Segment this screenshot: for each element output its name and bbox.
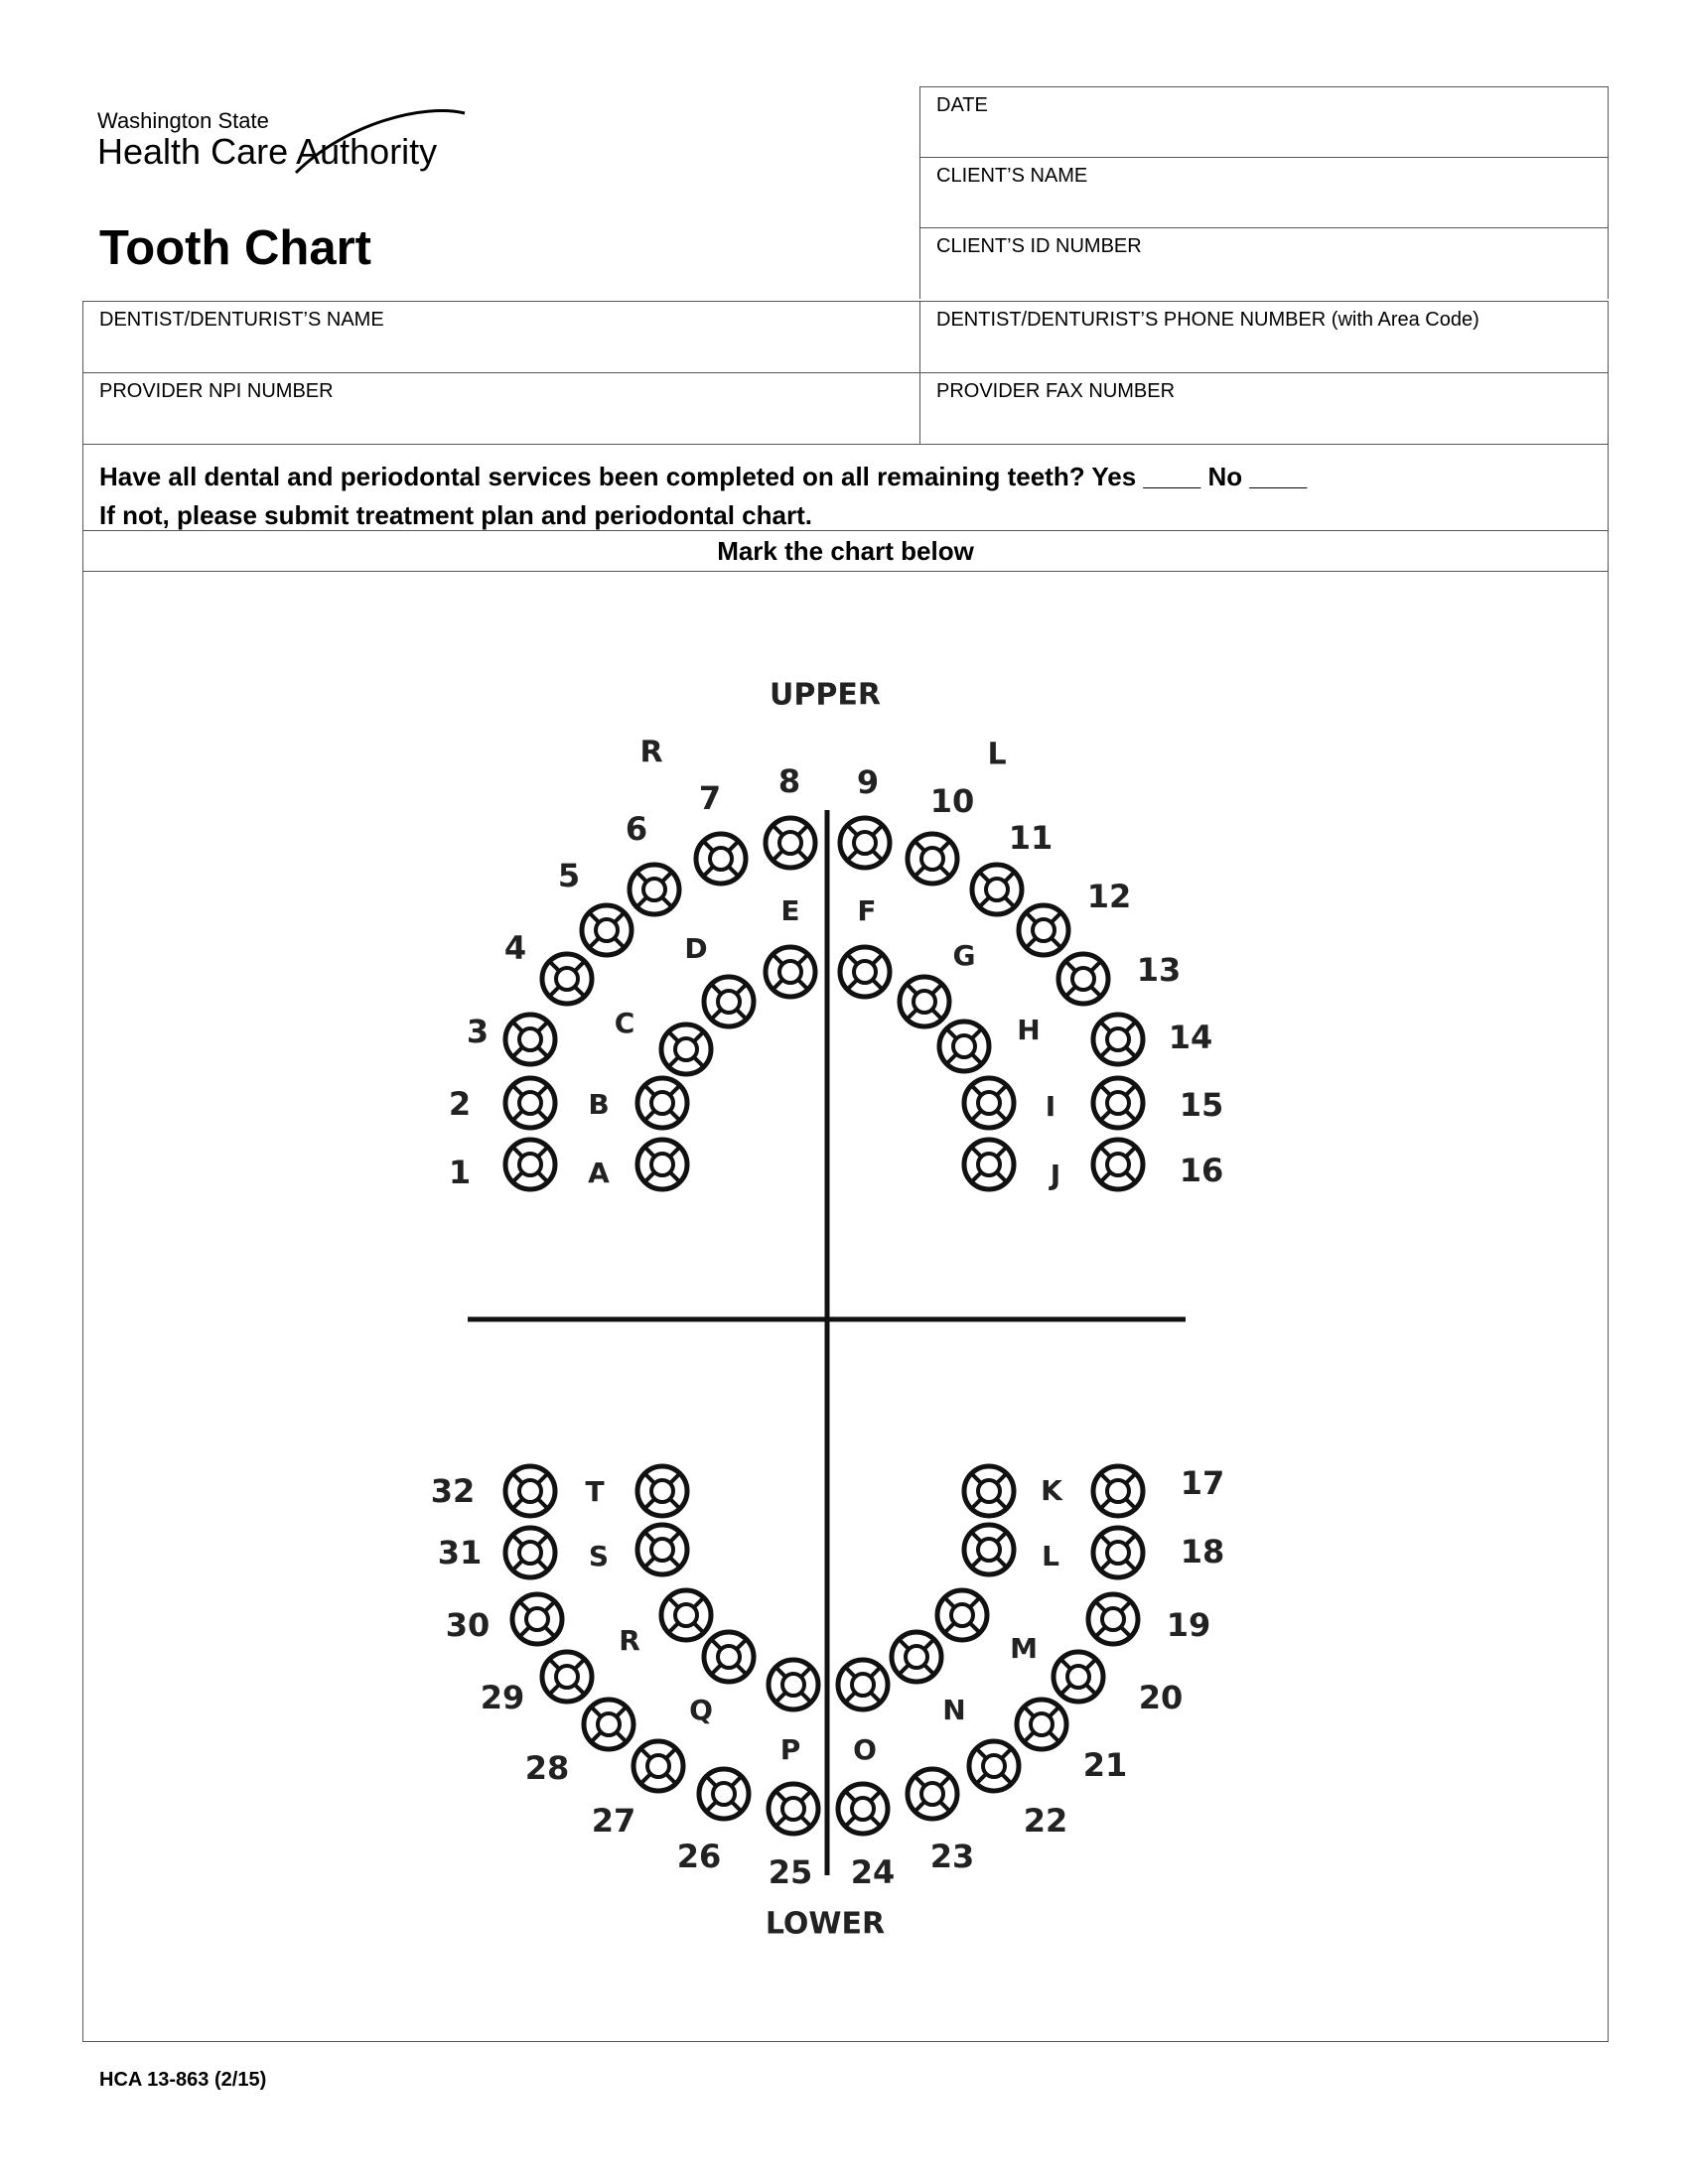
tooth-number-14[interactable]: 14 (1168, 1019, 1213, 1056)
tooth-4[interactable] (542, 954, 592, 1004)
tooth-letter-M[interactable]: M (1010, 1632, 1038, 1665)
tooth-2[interactable] (505, 1078, 555, 1128)
tooth-letter-F[interactable]: F (857, 894, 877, 927)
tooth-16[interactable] (1093, 1140, 1143, 1189)
tooth-number-29[interactable]: 29 (480, 1679, 525, 1716)
tooth-12[interactable] (1019, 905, 1068, 955)
tooth-23[interactable] (908, 1769, 957, 1819)
tooth-letter-G[interactable]: G (952, 939, 976, 972)
tooth-R[interactable] (661, 1590, 711, 1640)
date-label: DATE (936, 94, 988, 116)
tooth-24[interactable] (838, 1784, 888, 1834)
tooth-22[interactable] (969, 1741, 1019, 1791)
upper-label: UPPER (770, 677, 881, 713)
side-left-label: L (987, 737, 1007, 772)
client-id-field[interactable] (920, 228, 1608, 299)
tooth-number-3[interactable]: 3 (466, 1013, 490, 1050)
npi-label: PROVIDER NPI NUMBER (99, 380, 334, 402)
fax-label: PROVIDER FAX NUMBER (936, 380, 1176, 402)
tooth-K[interactable] (964, 1466, 1014, 1516)
tooth-F[interactable] (840, 947, 890, 997)
tooth-number-21[interactable]: 21 (1082, 1746, 1128, 1784)
tooth-P[interactable] (769, 1660, 818, 1709)
tooth-number-16[interactable]: 16 (1179, 1152, 1224, 1189)
tooth-number-19[interactable]: 19 (1166, 1606, 1211, 1644)
tooth-letter-R[interactable]: R (619, 1624, 640, 1657)
tooth-number-18[interactable]: 18 (1180, 1533, 1225, 1570)
date-field[interactable] (920, 87, 1608, 158)
dentist-name-label: DENTIST/DENTURIST’S NAME (99, 309, 384, 331)
tooth-number-28[interactable]: 28 (524, 1749, 570, 1787)
question-line-1: Have all dental and periodontal services been completed on all remaining teeth? Yes ____ No ____ (99, 462, 1308, 491)
tooth-6[interactable] (630, 865, 679, 914)
tooth-L[interactable] (964, 1525, 1014, 1574)
tooth-letter-T[interactable]: T (585, 1475, 605, 1508)
tooth-number-15[interactable]: 15 (1179, 1086, 1224, 1124)
mark-chart-heading: Mark the chart below (83, 530, 1608, 572)
tooth-number-31[interactable]: 31 (437, 1534, 483, 1571)
tooth-letter-O[interactable]: O (853, 1733, 877, 1766)
client-id-label: CLIENT’S ID NUMBER (936, 235, 1142, 257)
tooth-number-5[interactable]: 5 (557, 857, 581, 894)
tooth-18[interactable] (1093, 1528, 1143, 1577)
tooth-number-1[interactable]: 1 (448, 1154, 472, 1191)
question-line-2: If not, please submit treatment plan and periodontal chart. (99, 500, 812, 530)
tooth-14[interactable] (1093, 1015, 1143, 1064)
tooth-10[interactable] (908, 834, 957, 884)
tooth-number-11[interactable]: 11 (1008, 819, 1054, 857)
tooth-number-9[interactable]: 9 (856, 763, 880, 801)
tooth-C[interactable] (661, 1024, 711, 1074)
tooth-B[interactable] (637, 1078, 687, 1128)
logo-line-1: Washington State (97, 108, 269, 133)
tooth-letter-H[interactable]: H (1017, 1014, 1041, 1046)
page-title: Tooth Chart (99, 221, 371, 275)
tooth-Q[interactable] (704, 1632, 754, 1682)
tooth-26[interactable] (699, 1769, 749, 1819)
tooth-3[interactable] (505, 1015, 555, 1064)
tooth-letter-P[interactable]: P (779, 1733, 801, 1766)
tooth-number-13[interactable]: 13 (1136, 951, 1182, 989)
tooth-21[interactable] (1017, 1700, 1066, 1749)
tooth-7[interactable] (696, 834, 746, 884)
tooth-number-32[interactable]: 32 (430, 1472, 476, 1510)
tooth-number-23[interactable]: 23 (929, 1838, 975, 1875)
tooth-11[interactable] (972, 865, 1022, 914)
tooth-M[interactable] (937, 1590, 987, 1640)
side-right-label: R (639, 735, 663, 770)
lower-label: LOWER (765, 1906, 886, 1942)
tooth-O[interactable] (838, 1660, 888, 1709)
dentist-name-field[interactable] (83, 302, 920, 372)
tooth-27[interactable] (633, 1741, 683, 1791)
tooth-31[interactable] (505, 1528, 555, 1577)
tooth-8[interactable] (766, 818, 815, 868)
tooth-number-24[interactable]: 24 (850, 1853, 896, 1891)
tooth-S[interactable] (637, 1525, 687, 1574)
tooth-T[interactable] (637, 1466, 687, 1516)
tooth-chart-area[interactable] (83, 572, 1608, 2041)
tooth-letter-A[interactable]: A (588, 1157, 610, 1189)
client-name-label: CLIENT’S NAME (936, 165, 1088, 187)
client-info-box (919, 86, 1609, 299)
tooth-25[interactable] (769, 1784, 818, 1834)
tooth-1[interactable] (505, 1140, 555, 1189)
provider-grid (82, 301, 1609, 2042)
tooth-number-8[interactable]: 8 (777, 762, 801, 800)
client-name-field[interactable] (920, 158, 1608, 228)
tooth-number-20[interactable]: 20 (1138, 1679, 1184, 1716)
tooth-15[interactable] (1093, 1078, 1143, 1128)
tooth-number-30[interactable]: 30 (445, 1606, 491, 1644)
dentist-phone-field[interactable] (920, 302, 1608, 372)
tooth-E[interactable] (766, 947, 815, 997)
tooth-32[interactable] (505, 1466, 555, 1516)
tooth-letter-Q[interactable]: Q (689, 1694, 713, 1726)
tooth-19[interactable] (1088, 1594, 1138, 1644)
tooth-number-26[interactable]: 26 (676, 1838, 722, 1875)
tooth-29[interactable] (542, 1652, 592, 1702)
tooth-diagram[interactable] (83, 572, 1608, 2041)
tooth-number-7[interactable]: 7 (698, 779, 722, 817)
tooth-letter-N[interactable]: N (942, 1694, 966, 1726)
tooth-D[interactable] (704, 977, 754, 1026)
tooth-letter-J[interactable]: J (1050, 1159, 1061, 1191)
tooth-number-25[interactable]: 25 (768, 1853, 813, 1891)
tooth-9[interactable] (840, 818, 890, 868)
tooth-letter-I[interactable]: I (1045, 1090, 1056, 1123)
tooth-H[interactable] (939, 1022, 989, 1071)
tooth-letter-S[interactable]: S (588, 1540, 610, 1572)
tooth-letter-L[interactable]: L (1042, 1540, 1059, 1572)
tooth-number-10[interactable]: 10 (929, 782, 975, 820)
tooth-G[interactable] (900, 977, 949, 1026)
tooth-number-4[interactable]: 4 (503, 929, 527, 967)
tooth-number-17[interactable]: 17 (1180, 1464, 1225, 1502)
completion-question (83, 444, 1608, 530)
form-number: HCA 13-863 (2/15) (99, 2069, 267, 2091)
tooth-letter-C[interactable]: C (614, 1007, 635, 1039)
tooth-letter-K[interactable]: K (1041, 1474, 1062, 1507)
tooth-letter-D[interactable]: D (684, 932, 708, 965)
tooth-number-27[interactable]: 27 (591, 1802, 636, 1840)
hca-logo (97, 103, 475, 183)
npi-field[interactable] (83, 373, 920, 444)
tooth-letter-E[interactable]: E (780, 894, 800, 927)
tooth-20[interactable] (1054, 1652, 1103, 1702)
tooth-28[interactable] (584, 1700, 633, 1749)
tooth-30[interactable] (512, 1594, 562, 1644)
tooth-I[interactable] (964, 1078, 1014, 1128)
fax-field[interactable] (920, 373, 1608, 444)
tooth-5[interactable] (582, 905, 632, 955)
tooth-13[interactable] (1058, 954, 1108, 1004)
tooth-number-6[interactable]: 6 (625, 810, 648, 848)
tooth-J[interactable] (964, 1140, 1014, 1189)
tooth-letter-B[interactable]: B (588, 1088, 610, 1121)
dentist-phone-label: DENTIST/DENTURIST’S PHONE NUMBER (with Area Code) (936, 309, 1479, 331)
tooth-17[interactable] (1093, 1466, 1143, 1516)
tooth-number-22[interactable]: 22 (1023, 1802, 1068, 1840)
tooth-number-2[interactable]: 2 (448, 1085, 472, 1123)
logo-line-2: Health Care Authority (97, 131, 438, 172)
tooth-N[interactable] (892, 1632, 941, 1682)
tooth-number-12[interactable]: 12 (1086, 878, 1132, 915)
tooth-A[interactable] (637, 1140, 687, 1189)
